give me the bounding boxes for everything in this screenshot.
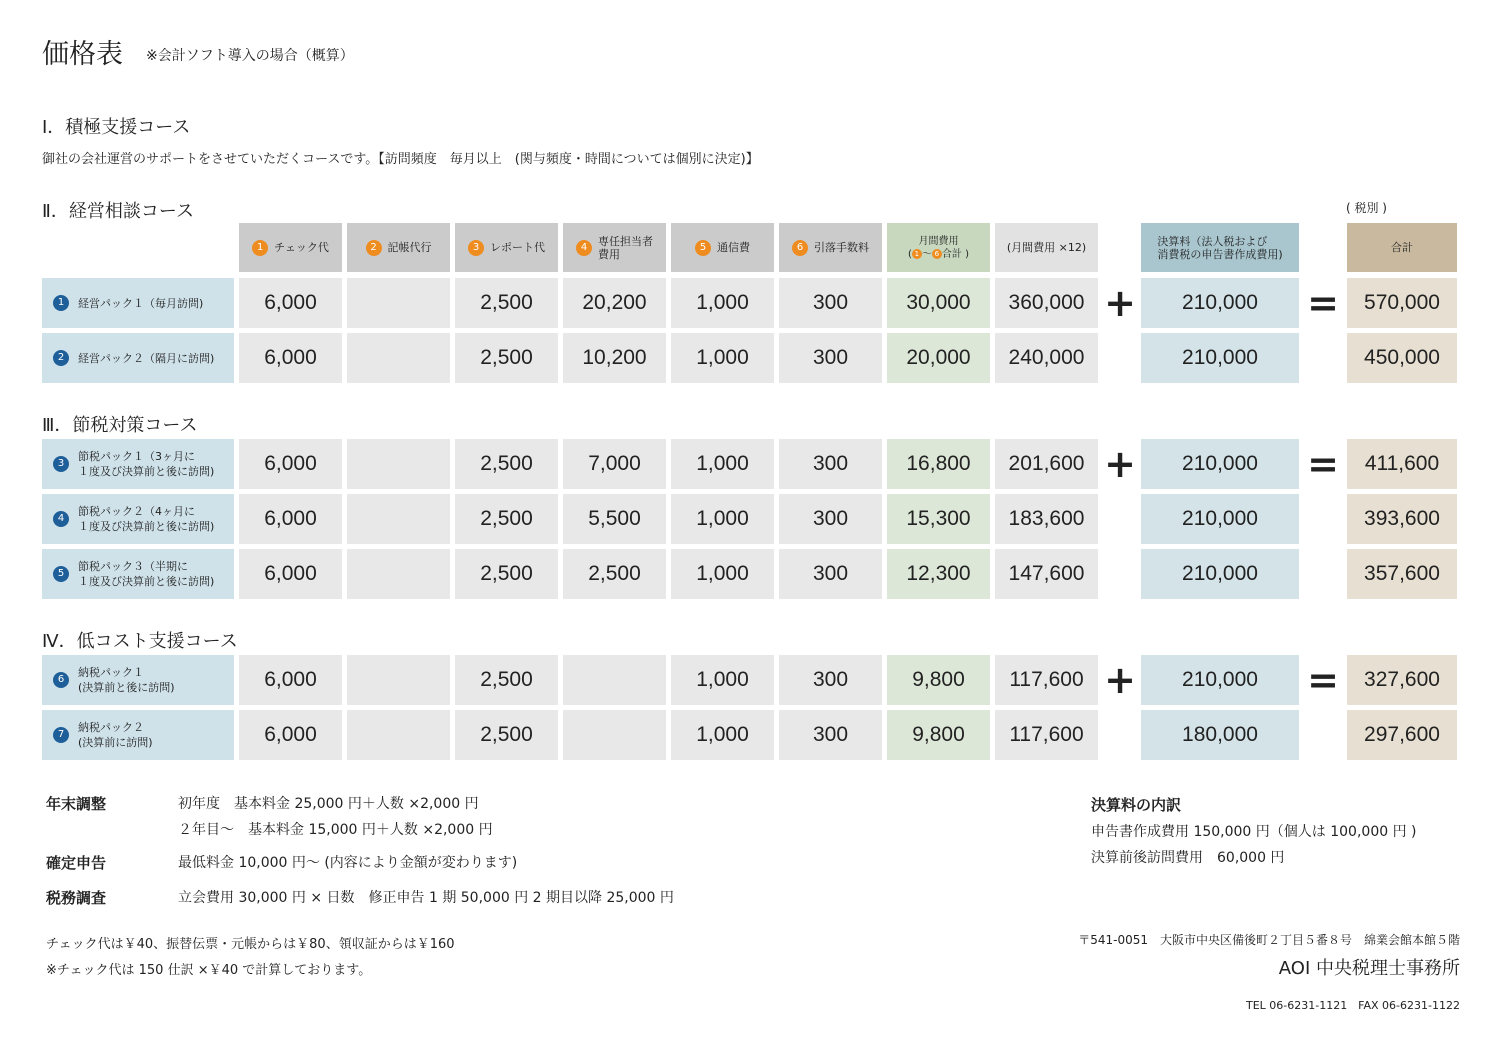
cell-monthly: 15,300	[887, 494, 990, 544]
cell-c6: 300	[779, 655, 882, 705]
cell-c3: 2,500	[455, 549, 558, 599]
cell-annual: 360,000	[995, 278, 1098, 328]
cell-c1: 6,000	[239, 549, 342, 599]
course2-title: Ⅱ．経営相談コース	[42, 201, 194, 222]
plus-sign: +	[1104, 281, 1136, 325]
equals-sign: =	[1307, 658, 1339, 702]
cell-total: 411,600	[1347, 439, 1457, 489]
tax-excluded-note: ( 税別 )	[1346, 201, 1387, 215]
number-badge: 5	[695, 240, 711, 256]
number-badge: 6	[792, 240, 808, 256]
tax-audit-label: 税務調査	[46, 889, 107, 907]
header-annual: (月間費用 ×12)	[995, 223, 1098, 272]
number-badge: 2	[366, 240, 382, 256]
cell-c5: 1,000	[671, 549, 774, 599]
cell-c4	[563, 655, 666, 705]
cell-c5: 1,000	[671, 494, 774, 544]
cell-monthly: 12,300	[887, 549, 990, 599]
row-number-badge: 1	[53, 295, 69, 311]
header-communication-fee: 5 通信費	[671, 223, 774, 272]
cell-c4: 5,500	[563, 494, 666, 544]
row-label-line1: 経営パック１（毎月訪問)	[78, 296, 204, 310]
plus-sign	[1100, 333, 1140, 383]
table-row	[0, 549, 1500, 599]
cell-settle: 210,000	[1141, 333, 1299, 383]
cell-total: 570,000	[1347, 278, 1457, 328]
cell-c3: 2,500	[455, 439, 558, 489]
row-label	[42, 333, 234, 383]
table-row	[0, 333, 1500, 383]
course1-description: 御社の会社運営のサポートをさせていただくコースです。【訪問頻度 毎月以上 (関与頻度・時間については個別に決定)】	[42, 152, 759, 167]
settlement-breakdown-title: 決算料の内訳	[1091, 796, 1182, 814]
settlement-breakdown-line1: 申告書作成費用 150,000 円（個人は 100,000 円 )	[1091, 824, 1417, 840]
course3-title: Ⅲ．節税対策コース	[42, 415, 198, 436]
cell-c5: 1,000	[671, 655, 774, 705]
row-label-line2: １度及び決算前と後に訪問)	[78, 465, 215, 478]
office-name: AOI 中央税理士事務所	[1278, 958, 1460, 979]
settlement-breakdown-line2: 決算前後訪問費用 60,000 円	[1091, 850, 1285, 866]
cell-settle: 210,000	[1141, 655, 1299, 705]
cell-c2	[347, 278, 450, 328]
plus-sign: +	[1104, 442, 1136, 486]
row-label-line2: (決算前と後に訪問)	[78, 681, 175, 694]
cell-c6: 300	[779, 549, 882, 599]
plus-sign	[1100, 549, 1140, 599]
cell-total: 327,600	[1347, 655, 1457, 705]
page-subtitle: ※会計ソフト導入の場合（概算）	[146, 48, 354, 64]
row-label	[42, 549, 234, 599]
cell-annual: 201,600	[995, 439, 1098, 489]
plus-sign	[1100, 710, 1140, 760]
cell-total: 297,600	[1347, 710, 1457, 760]
cell-c6: 300	[779, 439, 882, 489]
equals-sign: =	[1307, 442, 1339, 486]
table-row	[0, 655, 1500, 705]
header-report-fee: 3 レポート代	[455, 223, 558, 272]
header-debit-fee: 6 引落手数料	[779, 223, 882, 272]
cell-monthly: 30,000	[887, 278, 990, 328]
cell-total: 450,000	[1347, 333, 1457, 383]
row-number-badge: 6	[53, 672, 69, 688]
cell-c2	[347, 333, 450, 383]
equals-sign	[1302, 549, 1344, 599]
cell-c1: 6,000	[239, 333, 342, 383]
year-end-label: 年末調整	[46, 795, 107, 813]
cell-c3: 2,500	[455, 710, 558, 760]
row-label-line1: 納税パック１	[78, 666, 144, 679]
cell-c6: 300	[779, 333, 882, 383]
row-label-line1: 節税パック１（3ヶ月に	[78, 450, 195, 463]
cell-c5: 1,000	[671, 333, 774, 383]
cell-c4: 2,500	[563, 549, 666, 599]
cell-annual: 117,600	[995, 655, 1098, 705]
cell-c1: 6,000	[239, 710, 342, 760]
cell-c4: 10,200	[563, 333, 666, 383]
cell-c4: 20,200	[563, 278, 666, 328]
table-row	[0, 439, 1500, 489]
equals-sign	[1302, 333, 1344, 383]
cell-c2	[347, 439, 450, 489]
tax-return-label: 確定申告	[46, 854, 107, 872]
cell-monthly: 9,800	[887, 655, 990, 705]
header-monthly-total: 月間費用 ( 1 〜 6 合計 )	[887, 223, 990, 272]
row-label-line1: 節税パック２（4ヶ月に	[78, 505, 195, 518]
tax-audit-line: 立会費用 30,000 円 × 日数 修正申告 1 期 50,000 円 2 期目以降 25,000 円	[178, 890, 674, 906]
cell-c1: 6,000	[239, 655, 342, 705]
number-badge: 1	[252, 240, 268, 256]
table-row	[0, 278, 1500, 328]
row-number-badge: 3	[53, 456, 69, 472]
cell-c6: 300	[779, 278, 882, 328]
row-number-badge: 7	[53, 727, 69, 743]
cell-monthly: 16,800	[887, 439, 990, 489]
cell-settle: 210,000	[1141, 278, 1299, 328]
header-settlement-fee: 決算料（法人税および 消費税の申告書作成費用)	[1141, 223, 1299, 272]
office-phone: TEL 06-6231-1121 FAX 06-6231-1122	[1245, 999, 1460, 1012]
header-bookkeeping: 2 記帳代行	[347, 223, 450, 272]
check-calc-note: ※チェック代は 150 仕訳 ×￥40 で計算しております。	[46, 963, 372, 978]
cell-c5: 1,000	[671, 439, 774, 489]
equals-sign	[1302, 494, 1344, 544]
table-row	[0, 710, 1500, 760]
cell-c3: 2,500	[455, 278, 558, 328]
cell-total: 393,600	[1347, 494, 1457, 544]
cell-settle: 180,000	[1141, 710, 1299, 760]
cell-c2	[347, 494, 450, 544]
cell-c1: 6,000	[239, 278, 342, 328]
course1-title: Ⅰ．積極支援コース	[42, 117, 191, 138]
cell-c3: 2,500	[455, 333, 558, 383]
cell-c4	[563, 710, 666, 760]
cell-annual: 183,600	[995, 494, 1098, 544]
cell-c2	[347, 710, 450, 760]
row-label-line2: １度及び決算前と後に訪問)	[78, 520, 215, 533]
cell-c5: 1,000	[671, 278, 774, 328]
plus-sign	[1100, 494, 1140, 544]
cell-c3: 2,500	[455, 655, 558, 705]
cell-c4: 7,000	[563, 439, 666, 489]
row-label	[42, 710, 234, 760]
header-total: 合計	[1347, 223, 1457, 272]
plus-sign: +	[1104, 658, 1136, 702]
row-label	[42, 278, 234, 328]
cell-settle: 210,000	[1141, 439, 1299, 489]
tax-return-line: 最低料金 10,000 円〜 (内容により金額が変わります)	[178, 855, 518, 871]
cell-c1: 6,000	[239, 494, 342, 544]
cell-monthly: 20,000	[887, 333, 990, 383]
course4-title: Ⅳ．低コスト支援コース	[42, 631, 238, 652]
year-end-line1: 初年度 基本料金 25,000 円＋人数 ×2,000 円	[178, 796, 479, 812]
row-label	[42, 439, 234, 489]
row-label-line1: 経営パック２（隔月に訪問)	[78, 351, 215, 365]
cell-annual: 117,600	[995, 710, 1098, 760]
equals-sign: =	[1307, 281, 1339, 325]
header-check-fee: 1 チェック代	[239, 223, 342, 272]
cell-c6: 300	[779, 710, 882, 760]
cell-monthly: 9,800	[887, 710, 990, 760]
number-badge: 4	[576, 240, 592, 256]
row-number-badge: 4	[53, 511, 69, 527]
year-end-line2: ２年目〜 基本料金 15,000 円＋人数 ×2,000 円	[178, 822, 493, 838]
row-label	[42, 655, 234, 705]
cell-total: 357,600	[1347, 549, 1457, 599]
row-label-line2: １度及び決算前と後に訪問)	[78, 575, 215, 588]
page-title: 価格表	[42, 39, 123, 70]
row-number-badge: 5	[53, 566, 69, 582]
cell-settle: 210,000	[1141, 494, 1299, 544]
row-label-line1: 節税パック３（半期に	[78, 560, 188, 573]
cell-c1: 6,000	[239, 439, 342, 489]
cell-c3: 2,500	[455, 494, 558, 544]
row-number-badge: 2	[53, 350, 69, 366]
row-label-line1: 納税パック２	[78, 721, 144, 734]
header-staff-fee: 4 専任担当者 費用	[563, 223, 666, 272]
table-row	[0, 494, 1500, 544]
cell-c2	[347, 549, 450, 599]
equals-sign	[1302, 710, 1344, 760]
cell-settle: 210,000	[1141, 549, 1299, 599]
cell-c5: 1,000	[671, 710, 774, 760]
cell-c6: 300	[779, 494, 882, 544]
row-label	[42, 494, 234, 544]
cell-annual: 147,600	[995, 549, 1098, 599]
row-label-line2: (決算前に訪問)	[78, 736, 153, 749]
number-badge: 3	[468, 240, 484, 256]
office-address: 〒541-0051 大阪市中央区備後町２丁目５番８号 綿業会館本館５階	[1078, 933, 1460, 947]
cell-c2	[347, 655, 450, 705]
cell-annual: 240,000	[995, 333, 1098, 383]
check-fee-note: チェック代は￥40、振替伝票・元帳からは￥80、領収証からは￥160	[46, 937, 455, 952]
